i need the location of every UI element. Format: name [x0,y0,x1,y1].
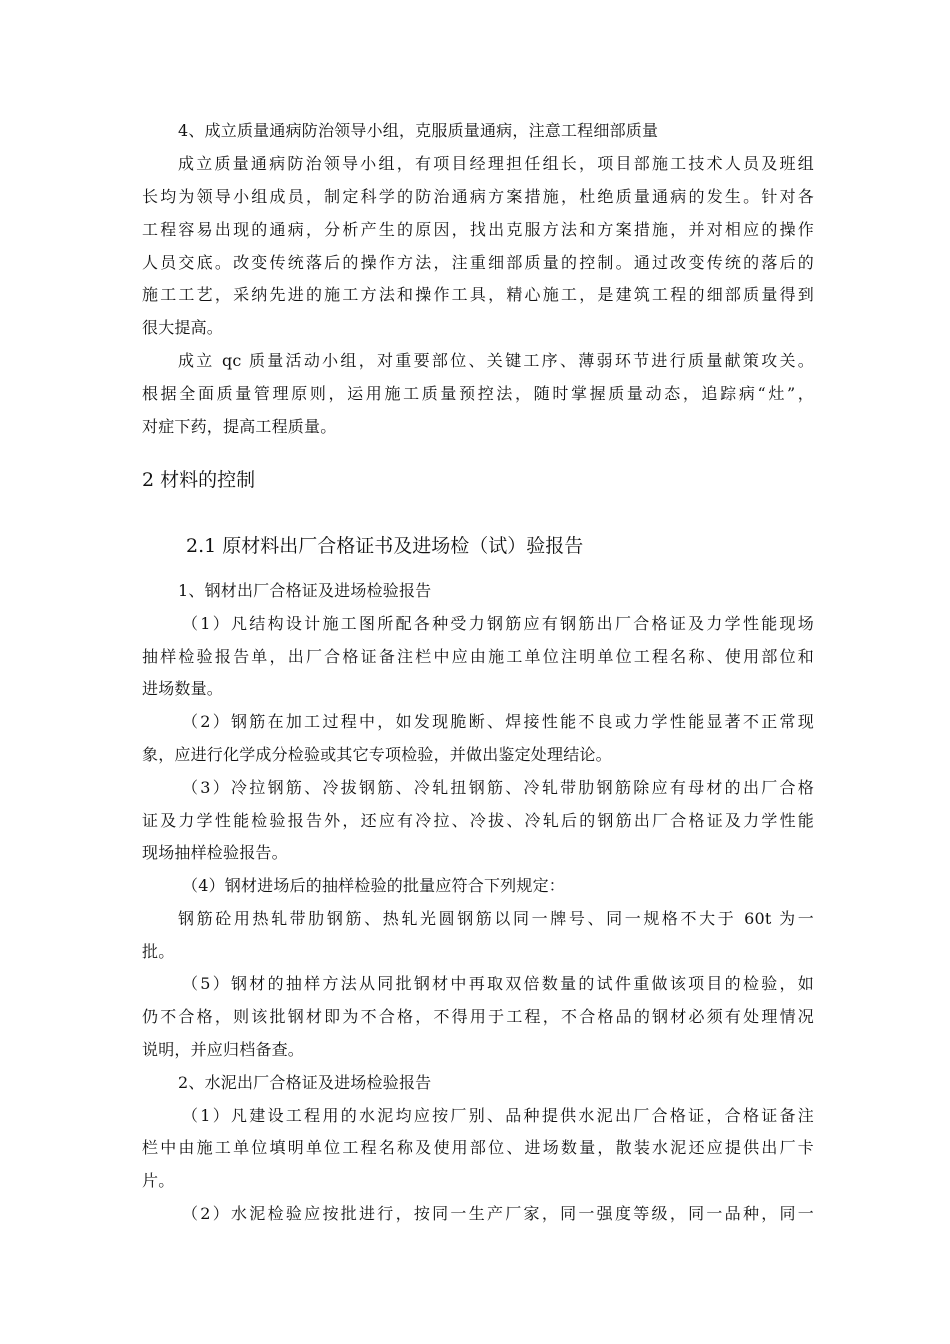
paragraph-line: （4）钢材进场后的抽样检验的批量应符合下列规定： [182,876,565,895]
subsection-2-title: 2、水泥出厂合格证及进场检验报告 [178,1073,432,1092]
paragraph-line: （3）冷拉钢筋、冷拔钢筋、冷轧扭钢筋、冷轧带肋钢筋除应有母材的出厂合格 [182,778,814,797]
paragraph-line: 仍不合格，则该批钢材即为不合格，不得用于工程，不合格品的钢材必须有处理情况 [142,1007,814,1026]
paragraph-line: 批。 [142,942,175,961]
paragraph-line: 现场抽样检验报告。 [142,843,288,862]
paragraph-line: （1）凡建设工程用的水泥均应按厂别、品种提供水泥出厂合格证，合格证备注 [182,1106,814,1125]
paragraph-line: 成立质量通病防治领导小组，有项目经理担任组长，项目部施工技术人员及班组 [178,154,814,173]
section-4-title: 4、成立质量通病防治领导小组，克服质量通病，注意工程细部质量 [178,121,659,140]
paragraph-line: （5）钢材的抽样方法从同批钢材中再取双倍数量的试件重做该项目的检验，如 [182,974,814,993]
subsection-1-title: 1、钢材出厂合格证及进场检验报告 [178,581,432,600]
heading-2-1: 2.1 原材料出厂合格证书及进场检（试）验报告 [186,535,584,557]
paragraph-line: 工程容易出现的通病，分析产生的原因，找出克服方法和方案措施，并对相应的操作 [142,220,814,239]
paragraph-line: 长均为领导小组成员，制定科学的防治通病方案措施，杜绝质量通病的发生。针对各 [142,187,814,206]
paragraph-line: 进场数量。 [142,679,224,698]
paragraph-line: 抽样检验报告单，出厂合格证备注栏中应由施工单位注明单位工程名称、使用部位和 [142,647,814,666]
heading-2: 2 材料的控制 [142,469,256,491]
paragraph-line: 钢筋砼用热轧带肋钢筋、热轧光圆钢筋以同一牌号、同一规格不大于 60t 为一 [178,909,814,928]
paragraph-line: （2）钢筋在加工过程中，如发现脆断、焊接性能不良或力学性能显著不正常现 [182,712,814,731]
paragraph-line: 很大提高。 [142,318,224,337]
paragraph-line: 栏中由施工单位填明单位工程名称及使用部位、进场数量，散装水泥还应提供出厂卡 [142,1138,814,1157]
paragraph-line: 片。 [142,1171,175,1190]
paragraph-line: 根据全面质量管理原则，运用施工质量预控法，随时掌握质量动态，追踪病“灶”， [142,384,814,403]
paragraph-line: 成立 qc 质量活动小组，对重要部位、关键工序、薄弱环节进行质量献策攻关。 [178,351,814,370]
paragraph-line: 象，应进行化学成分检验或其它专项检验，并做出鉴定处理结论。 [142,745,612,764]
paragraph-line: （2）水泥检验应按批进行，按同一生产厂家，同一强度等级，同一品种，同一 [182,1204,814,1223]
paragraph-line: 对症下药，提高工程质量。 [142,417,337,436]
paragraph-line: 说明，并应归档备查。 [142,1040,305,1059]
paragraph-line: （1）凡结构设计施工图所配各种受力钢筋应有钢筋出厂合格证及力学性能现场 [182,614,814,633]
paragraph-line: 施工工艺，采纳先进的施工方法和操作工具，精心施工，是建筑工程的细部质量得到 [142,285,814,304]
paragraph-line: 人员交底。改变传统落后的操作方法，注重细部质量的控制。通过改变传统的落后的 [142,253,814,272]
paragraph-line: 证及力学性能检验报告外，还应有冷拉、冷拔、冷轧后的钢筋出厂合格证及力学性能 [142,811,814,830]
